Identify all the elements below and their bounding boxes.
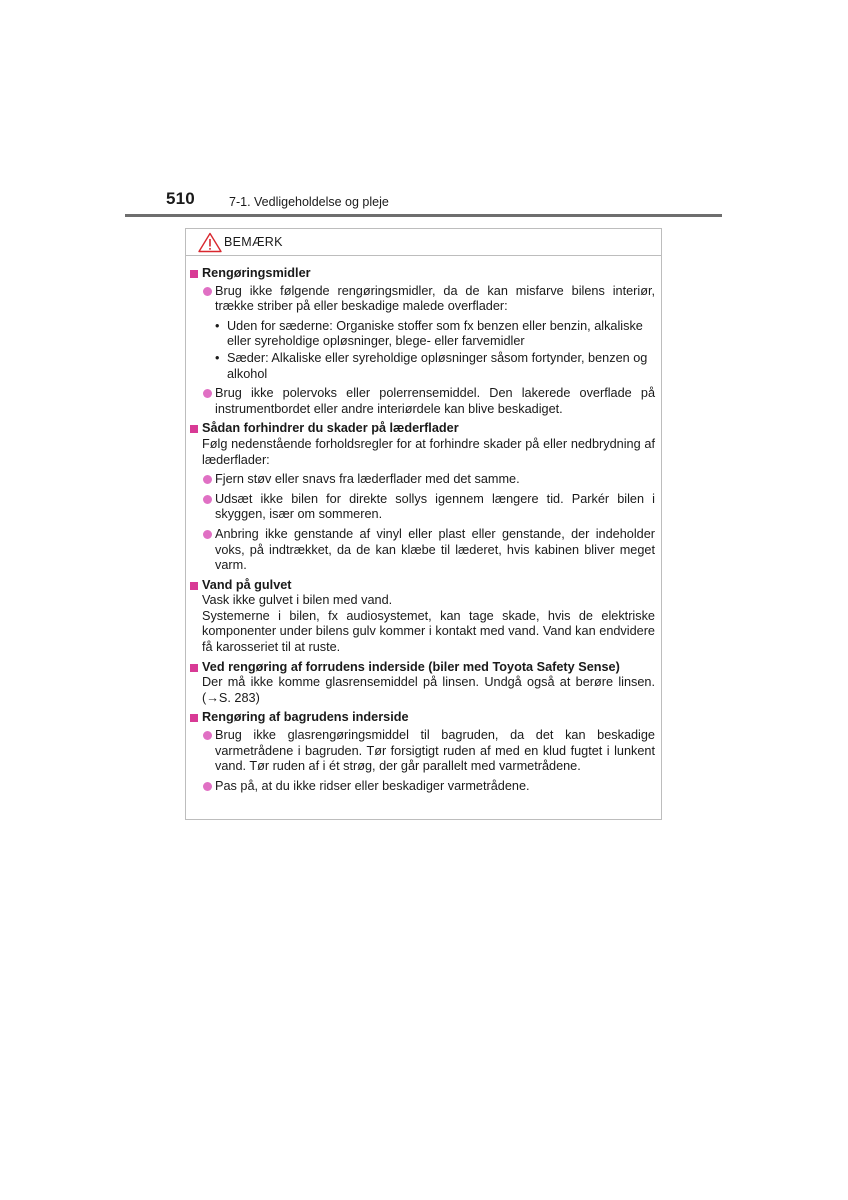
dot-bullet-icon — [203, 389, 212, 398]
square-bullet-icon — [190, 582, 198, 590]
dot-bullet-icon — [203, 287, 212, 296]
section-heading-text: Sådan forhindrer du skader på læderflader — [202, 421, 459, 436]
bullet-item — [189, 527, 655, 574]
bullet-item — [189, 728, 655, 775]
dot-bullet-icon — [203, 530, 212, 539]
bullet-item — [189, 284, 655, 315]
paragraph: Følg nedenstående forholdsregler for at forhindre skader på eller nedbrydning af læderflader: — [202, 436, 655, 467]
bullet-item — [189, 492, 655, 523]
section-heading — [189, 421, 655, 437]
section-title: 7-1. Vedligeholdelse og pleje — [229, 195, 389, 209]
bullet-item-text: Pas på, at du ikke ridser eller beskadiger varmetrådene. — [215, 778, 530, 793]
square-bullet-icon — [190, 714, 198, 722]
square-bullet-icon — [190, 664, 198, 672]
bullet-item — [189, 779, 655, 795]
warning-triangle-icon — [198, 232, 222, 253]
bullet-item-text: Brug ikke glasrengøringsmiddel til bagruden, da det kan beskadige varmetrådene i bagruden. Tør forsigtigt ruden af med en klud fugtet i lunkent vand. Tør ruden af i ét strøg, der går parallelt med varmetrådene. — [215, 728, 655, 774]
notice-title: BEMÆRK — [224, 235, 283, 249]
bullet-item-text: Udsæt ikke bilen for direkte sollys igennem længere tid. Parkér bilen i skyggen, især om sommeren. — [215, 491, 655, 522]
bullet-item-text: Anbring ikke genstande af vinyl eller plast eller genstande, der indeholder voks, på indtrækket, da de kan klæbe til læderet, hvis kabinen bliver meget varm. — [215, 526, 655, 573]
notice-section — [189, 421, 655, 573]
notice-section — [189, 660, 655, 707]
page-number: 510 — [166, 189, 195, 208]
notice-section — [189, 266, 655, 417]
section-heading — [189, 578, 655, 594]
dot-bullet-icon — [203, 475, 212, 484]
section-heading-text: Vand på gulvet — [202, 577, 292, 592]
sub-item — [189, 319, 655, 350]
bullet-item-text: Brug ikke polervoks eller polerrensemiddel. Den lakerede overflade på instrumentbordet eller andre interiørdele kan blive beskadiget. — [215, 386, 655, 416]
section-heading-text: Rengøringsmidler — [202, 266, 311, 280]
section-heading — [189, 266, 655, 282]
small-bullet-icon: • — [215, 350, 220, 365]
dot-bullet-icon — [203, 731, 212, 740]
sub-item-text: Uden for sæderne: Organiske stoffer som fx benzen eller benzin, alkaliske eller syreholdige opløsninger, blege- eller farvemidler — [227, 318, 643, 349]
notice-body — [186, 256, 661, 794]
bullet-item — [189, 386, 655, 417]
sub-item — [189, 351, 655, 382]
small-bullet-icon: • — [215, 318, 220, 333]
dot-bullet-icon — [203, 782, 212, 791]
section-heading-text: Rengøring af bagrudens inderside — [202, 710, 409, 725]
notice-section — [189, 578, 655, 656]
sub-item-text: Sæder: Alkaliske eller syreholdige opløsninger såsom fortynder, benzen og alkohol — [227, 350, 648, 381]
section-heading-text: Ved rengøring af forrudens inderside (biler med Toyota Safety Sense) — [202, 659, 620, 674]
notice-section — [189, 710, 655, 794]
bullet-item-body — [215, 284, 655, 315]
paragraph: Der må ikke komme glasrensemiddel på linsen. Undgå også at berøre linsen. (→S. 283) — [202, 675, 655, 705]
square-bullet-icon — [190, 425, 198, 433]
dot-bullet-icon — [203, 495, 212, 504]
paragraph: Vask ikke gulvet i bilen med vand. — [202, 593, 393, 608]
bullet-item — [189, 472, 655, 488]
notice-header — [186, 229, 661, 256]
square-bullet-icon — [190, 270, 198, 278]
paragraph: Systemerne i bilen, fx audiosystemet, kan tage skade, hvis de elektriske komponenter under bilens gulv kommer i kontakt med vand. Vand kan endvidere få karosseriet til at ruste. — [202, 608, 655, 655]
section-heading — [189, 660, 655, 676]
sub-list — [189, 319, 655, 382]
header-rule — [125, 214, 722, 217]
notice-box — [185, 228, 662, 820]
bullet-item-text: Fjern støv eller snavs fra læderflader med det samme. — [215, 472, 520, 487]
section-heading — [189, 710, 655, 726]
bullet-item-text: Brug ikke følgende rengøringsmidler, da de kan misfarve bilens interiør, trække striber på eller beskadige malede overflader: — [215, 283, 655, 314]
